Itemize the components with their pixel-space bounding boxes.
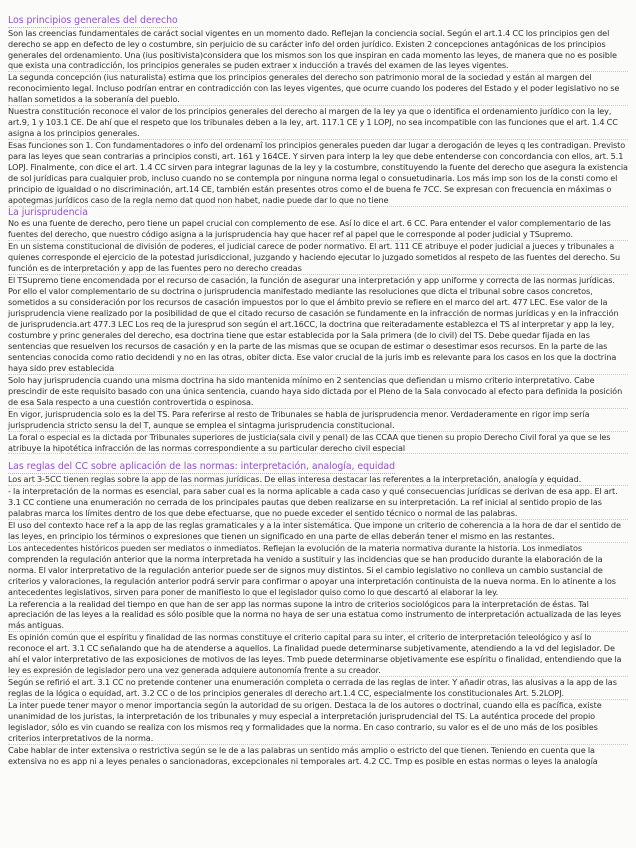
paragraph: Según se refirió el art. 3.1 CC no pretende contener una enumeración completa o cerrada de las reglas de inter. Y añadir otras, las alusivas a la app de las reglas de la lógica o equidad, art. 3.2 CC o de los principios generales dl derecho art.1.4 CC, especialmente los constitucionales Art. 5.2LOPJ. bbox=[8, 677, 628, 700]
paragraph: Cabe hablar de inter extensiva o restrictiva según se le de a las palabras un sentido más amplio o estricto del que tienen. Teniendo en cuenta que la extensiva no es app ni a leyes penales o sancionadoras, excepcionales ni temporales art. 4.2 CC. Tmp es posible en estas normas o leyes la analogía bbox=[8, 744, 598, 766]
paragraph: En vigor, jurisprudencia solo es la del TS. Para referirse al resto de Tribunales se habla de jurisprudencia menor. Verdaderamente en rigor imp sería jurisprudencia stricto sensu la del T, aunque se emplea el sintagma jurisprudencia constitucional. bbox=[8, 409, 628, 432]
section-reglas-cc bbox=[8, 454, 628, 766]
section-jurisprudencia bbox=[8, 207, 628, 455]
paragraph: El TSupremo tiene encomendada por el recurso de casación, la función de asegurar una interpretación y app uniforme y correcta de las normas jurídicas. Por ello el valor complementario de su doctrina o jurisprudencia manifestado mediante las resoluciones que dicta el tribunal sobre casos concretos, sometidos a su consideración por los recursos de casación impuestos por lo que el ámbito previo se refiere en el marco del art. 477 LEC. Ese valor de la jurisprudencia viene realizado por la posibilidad de que el citado recurso de casación se fundamente en la infracción de normas jurídicas y en la infracción de jurisprudencia.art 477.3 LEC Los req de la juresprud son según el art.16CC, la doctrina que reiteradamente establezca el TS al interpretar y app la ley, costumbre y princ generales del derecho, esa doctrina tiene que estar establecida por la Sala primera (de lo civil) del TS. Debe quedar fijada en las sentencias que resuelven los recursos de casación y en la parte de las mismas que se ocupan de estimar o desestimar esos recursos. En la parte de las sentencias conocida como ratio decidendi y no en las otras, obiter dicta. Ese valor crucial de la juris imb es relevante para los casos en los que la doctrina haya sido prev establecida bbox=[8, 275, 628, 375]
paragraph: En un sistema constitucional de división de poderes, el judicial carece de poder normativo. El art. 111 CE atribuye el poder judicial a jueces y tribunales a quienes corresponde el ejercicio de la potestad jurisdiccional, juzgando y haciendo ejecutar lo juzgado sometidos al respeto de las fuentes del derecho. Su función es de interpretación y app de las fuentes pero no derecho creadas bbox=[8, 241, 628, 275]
paragraph: Los art 3-5CC tienen reglas sobre la app de las normas jurídicas. De ellas interesa destacar las referentes a la interpretación, analogía y equidad. bbox=[8, 474, 628, 486]
paragraph: La foral o especial es la dictada por Tribunales superiores de justicia(sala civil y penal) de las CCAA que tienen su propio Derecho Civil foral ya que se les atribuye la hipotética infracción de las normas correspondiente a su particular derecho civil especial bbox=[8, 432, 628, 455]
paragraph: No es una fuente de derecho, pero tiene un papel crucial con complemento de ese. Así lo dice el art. 6 CC. Para entender el valor complementario de las fuentes del derecho, que nuestro código asigna a la jurisprudencia hay que hacer ref al papel que le corresponde al poder judicial y TSupremo. bbox=[8, 218, 628, 241]
paragraph: Es opinión común que el espíritu y finalidad de las normas constituye el criterio capital para su inter, el criterio de interpretación teleológico y así lo reconoce el art. 3.1 CC señalando que ha de atenderse a aquellos. La finalidad puede determinarse subjetivamente, atendiendo a la vd del legislador. De ahí el valor interpretativo de las exposiciones de motivos de las leyes. Tmb puede determinarse objetivamente ese espíritu o finalidad, entendiendo que la ley es expresión de legislador pero una vez generada adquiere autonomía frente a su creador. bbox=[8, 632, 628, 677]
paragraph: Nuestra constitución reconoce el valor de los principios generales del derecho al margen de la ley ya que o identifica el ordenamiento jurídico con la ley, art.9, 1 y 103.1 CE. De ahí que el respeto que los tribunales deben a la ley, art. 117.1 CE y 1 LOPJ, no sea incompatible con las funciones que el art. 1.4 CC asigna a los principios generales. bbox=[8, 106, 628, 140]
paragraph: La segunda concepción (ius naturalista) estima que los principios generales del derecho son patrimonio moral de la sociedad y están al margen del reconocimiento legal. Incluso podrían entrar en contradicción con las leyes vigentes, que ocurre cuando los poderes del Estado y el poder legislativo no se hallan sometidos a la soberanía del pueblo. bbox=[8, 72, 628, 106]
section-heading: La jurisprudencia bbox=[8, 206, 88, 218]
paragraph: Los antecedentes históricos pueden ser mediatos o inmediatos. Reflejan la evolución de la materia normativa durante la historia. Los inmediatos comprenden la regulación anterior que la norma interpretada ha venido a sustituir y las incidencias que se han producido durante la elaboración de la norma. El valor interpretativo de la regulación anterior puede ser de signos muy distintos. Si el cambio legislativo no conlleva un cambio sustancial de criterios y valoraciones, la regulación anterior podrá servir para confirmar o apoyar una interpretación continuista de la nueva norma. En lo atinente a los antecedentes legislativos, sirven para poner de manifiesto lo que el legislador quiso como lo que descartó al elaborar la ley. bbox=[8, 543, 628, 599]
paragraph: Solo hay jurisprudencia cuando una misma doctrina ha sido mantenida mínimo en 2 sentencias que defiendan u mismo criterio interpretativo. Cabe prescindir de este requisito basado con una única sentencia, cuando haya sido dictada por el Pleno de la Sala convocado al efecto para definida la posición de esa Sala respecto a una cuestión controvertida o espinosa. bbox=[8, 375, 628, 409]
section-heading: Los principios generales del derecho bbox=[8, 15, 178, 26]
paragraph: - la interpretación de la normas es esencial, para saber cual es la norma aplicable a cada caso y qué consecuencias jurídicas se derivan de esa app. El art. 3.1 CC contiene una enumeración no cerrada de los principales pautas que deben realizarse en su interpretación. La ref inicial al sentido propio de las palabras marca los límites dentro de los que debe efectuarse, que no puede exceder el sentido técnico o normal de las palabras. bbox=[8, 486, 628, 520]
paragraph: Son las creencias fundamentales de caráct social vigentes en un momento dado. Reflejan la conciencia social. Según el art.1.4 CC los principios gen del derecho se app en defecto de ley o costumbre, sin perjuicio de su carácter info del orden jurídico. Existen 2 concepciones antagónicas de los principios generales del ordenamiento. Una (ius positivista)considera que los mismos son los que inspiran en cada momento las leyes, de manera que no es posible que exista una contradicción, los principios generales se puden extraer x inducción a través del examen de las leyes vigentes. bbox=[8, 28, 628, 73]
paragraph: Esas funciones son 1. Con fundamentadores o info del ordenamî los principios generales pueden dar lugar a derogación de leyes q les contradigan. Previsto para las leyes que sean contrarias a principios consti, art. 161 y 164CE. Y sirven para interp la ley que debe entenderse con concordancia con ellos, art. 5.1 LOPJ. Finalmente, con dice el art. 1.4 CC sirven para integrar lagunas de la ley y la costumbre, constituyendo la fuente del derecho que asegura la existencia de sol jurídicas para cualquier prob, incluso cuando no se contempla por ninguna norma legal o consuetudinaria. Los más imp son los de la consti como el principio de igualdad o no discriminación, art.14 CE, también están presentes otros como el de buena fe 7CC. Se expresan con frecuencia en máximas o apotegmas jurídicos caso de la regla nemo dat quod non habet, nadie puede dar lo que no tiene bbox=[8, 140, 628, 205]
section-principios bbox=[8, 8, 628, 207]
paragraph: La inter puede tener mayor o menor importancia según la autoridad de su origen. Destaca la de los autores o doctrinal, cuando ella es pacífica, existe unanimidad de los juristas, la interpretación de los tribunales y muy especial a interpretación jurisprudencial del TS. La auténtica procede del propio legislador, sólo es vin cuando se realiza con los mismos req y formalidades que la norma. En caso contrario, su valor es el de uno más de los posibles criterios interpretativos de la norma. bbox=[8, 700, 628, 745]
paragraph: El uso del contexto hace ref a la app de las reglas gramaticales y a la inter sistemática. Que impone un criterio de coherencia a la hora de dar el sentido de las leyes, en principio los términos o expresiones que tienen un significado en una parte de ellas deberán tener el mismo en las restantes. bbox=[8, 520, 628, 543]
section-heading: Las reglas del CC sobre aplicación de las normas: interpretación, analogía, equidad bbox=[8, 461, 395, 473]
paragraph: La referencia a la realidad del tiempo en que han de ser app las normas supone la intro de criterios sociológicos para la interpretación de éstas. Tal apreciación de las leyes a la realidad es sólo posible que la norma no haya de ser una estatua como instrumento de interpretación actualizada de las leyes más antiguas. bbox=[8, 599, 628, 633]
